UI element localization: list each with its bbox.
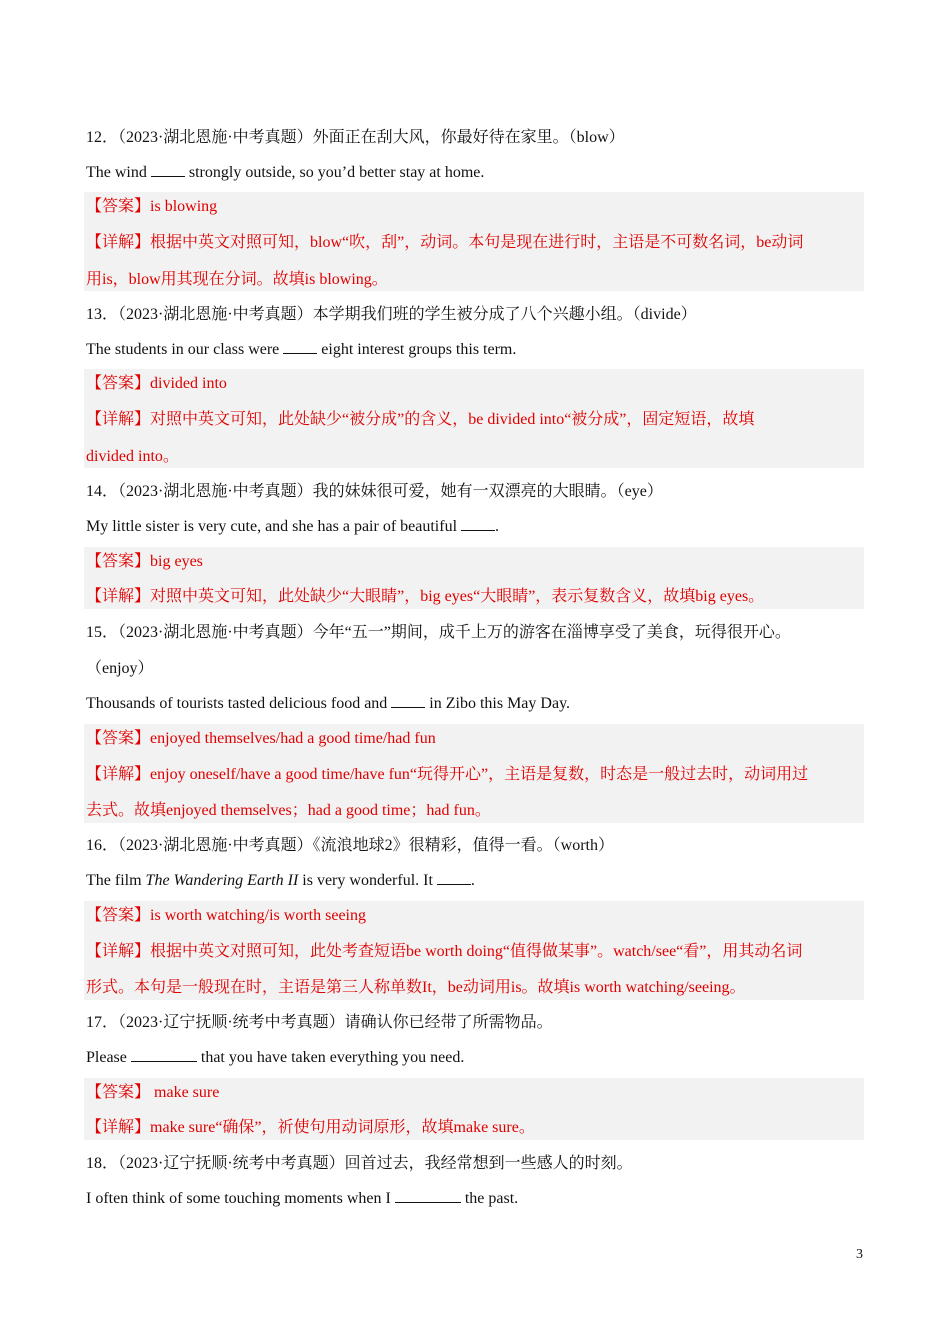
question-14-sentence: My little sister is very cute, and she has a pair of beautiful . — [86, 518, 500, 535]
answer-blank — [437, 870, 471, 885]
question-12-sentence: The wind strongly outside, so you’d better stay at home. — [86, 164, 485, 181]
answer-box-15: 【答案】enjoyed themselves/had a good time/had fun 【详解】enjoy oneself/have a good time/have fun“玩得开心”，主语是复数，时态是一般过去时，动词用过 去式。故填enjoyed themselves；had a good time；had fun。 — [84, 724, 864, 823]
answer-blank — [461, 516, 495, 531]
question-13-source: 13．（2023·湖北恩施·中考真题）本学期我们班的学生被分成了八个兴趣小组。（divide） — [86, 306, 697, 323]
answer-box-16: 【答案】is worth watching/is worth seeing 【详解】根据中英文对照可知，此处考查短语be worth doing“值得做某事”。watch/see“看”，用其动名词 形式。本句是一般现在时，主语是第三人称单数It，be动词用is。故填is worth watching/seeing。 — [84, 901, 864, 1000]
question-15-source: 15．（2023·湖北恩施·中考真题）今年“五一”期间，成千上万的游客在淄博享受了美食，玩得很开心。 — [86, 624, 791, 641]
answer-blank — [283, 339, 317, 354]
answer-box-12: 【答案】is blowing 【详解】根据中英文对照可知，blow“吹，刮”，动词。本句是现在进行时，主语是不可数名词，be动词 用is，blow用其现在分词。故填is blowing。 — [84, 192, 864, 291]
question-12-source: 12．（2023·湖北恩施·中考真题）外面正在刮大风，你最好待在家里。（blow） — [86, 129, 625, 146]
answer-blank — [395, 1188, 461, 1203]
question-16-source: 16．（2023·湖北恩施·中考真题）《流浪地球2》很精彩，值得一看。（worth） — [86, 837, 615, 854]
answer-blank — [151, 162, 185, 177]
question-13-sentence: The students in our class were eight interest groups this term. — [86, 341, 517, 358]
answer-blank — [391, 693, 425, 708]
answer-box-17: 【答案】 make sure 【详解】make sure“确保”，祈使句用动词原形，故填make sure。 — [84, 1078, 864, 1140]
answer-box-14: 【答案】big eyes 【详解】对照中英文可知，此处缺少“大眼睛”，big eyes“大眼睛”，表示复数含义，故填big eyes。 — [84, 547, 864, 609]
question-14-source: 14．（2023·湖北恩施·中考真题）我的妹妹很可爱，她有一双漂亮的大眼睛。（eye） — [86, 483, 663, 500]
page-number: 3 — [856, 1247, 863, 1262]
question-15-sentence: Thousands of tourists tasted delicious food and in Zibo this May Day. — [86, 695, 571, 712]
question-15-source-cont: （enjoy） — [86, 660, 154, 677]
question-17-source: 17．（2023·辽宁抚顺·统考中考真题）请确认你已经带了所需物品。 — [86, 1014, 553, 1031]
answer-blank — [131, 1047, 197, 1062]
question-18-sentence: I often think of some touching moments when I the past. — [86, 1190, 519, 1207]
question-17-sentence: Please that you have taken everything you need. — [86, 1049, 465, 1066]
answer-box-13: 【答案】divided into 【详解】对照中英文可知，此处缺少“被分成”的含义，be divided into“被分成”，固定短语，故填 divided into。 — [84, 369, 864, 468]
question-16-sentence: The film The Wandering Earth II is very wonderful. It . — [86, 872, 475, 889]
question-18-source: 18．（2023·辽宁抚顺·统考中考真题）回首过去，我经常想到一些感人的时刻。 — [86, 1155, 633, 1172]
